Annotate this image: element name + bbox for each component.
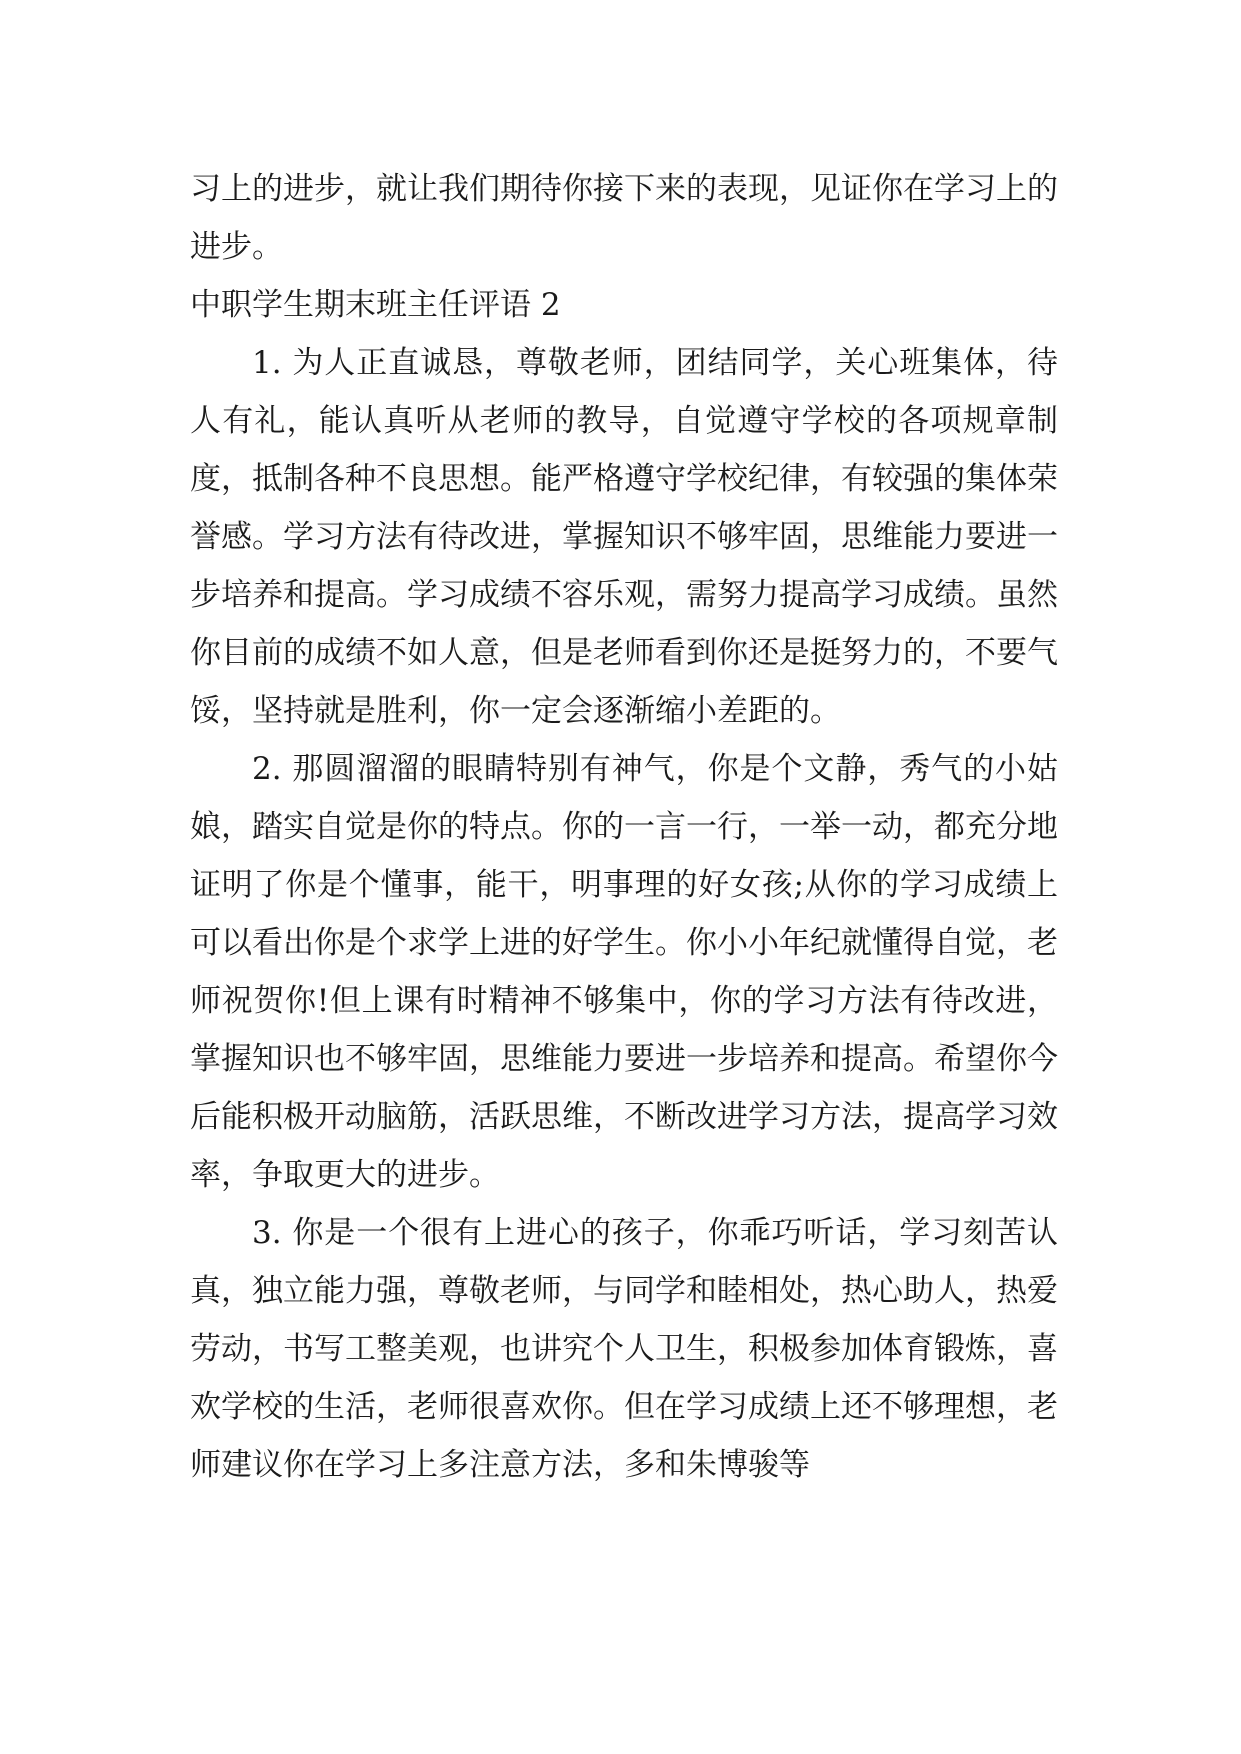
continuation-paragraph: 习上的进步，就让我们期待你接下来的表现，见证你在学习上的进步。 xyxy=(190,171,1058,265)
comment-item-2: 2. 那圆溜溜的眼睛特别有神气，你是个文静，秀气的小姑娘，踏实自觉是你的特点。你的一言一行，一举一动，都充分地证明了你是个懂事，能干，明事理的好女孩;从你的学习成绩上可以看出你是个求学上进的好学生。你小小年纪就懂得自觉，老师祝贺你!但上课有时精神不够集中，你的学习方法有待改进，掌握知识也不够牢固，思维能力要进一步培养和提高。希望你今后能积极开动脑筋，活跃思维，不断改进学习方法，提高学习效率，争取更大的进步。 xyxy=(190,751,1058,1193)
comment-item-3: 3. 你是一个很有上进心的孩子，你乖巧听话，学习刻苦认真，独立能力强，尊敬老师，与同学和睦相处，热心助人，热爱劳动，书写工整美观，也讲究个人卫生，积极参加体育锻炼，喜欢学校的生活，老师很喜欢你。但在学习成绩上还不够理想，老师建议你在学习上多注意方法，多和朱博骏等 xyxy=(190,1215,1058,1483)
document-page xyxy=(190,160,1058,1494)
comment-item-1: 1. 为人正直诚恳，尊敬老师，团结同学，关心班集体，待人有礼，能认真听从老师的教导，自觉遵守学校的各项规章制度，抵制各种不良思想。能严格遵守学校纪律，有较强的集体荣誉感。学习方法有待改进，掌握知识不够牢固，思维能力要进一步培养和提高。学习成绩不容乐观，需努力提高学习成绩。虽然你目前的成绩不如人意，但是老师看到你还是挺努力的，不要气馁，坚持就是胜利，你一定会逐渐缩小差距的。 xyxy=(190,345,1058,729)
section-heading: 中职学生期末班主任评语 2 xyxy=(190,287,561,323)
